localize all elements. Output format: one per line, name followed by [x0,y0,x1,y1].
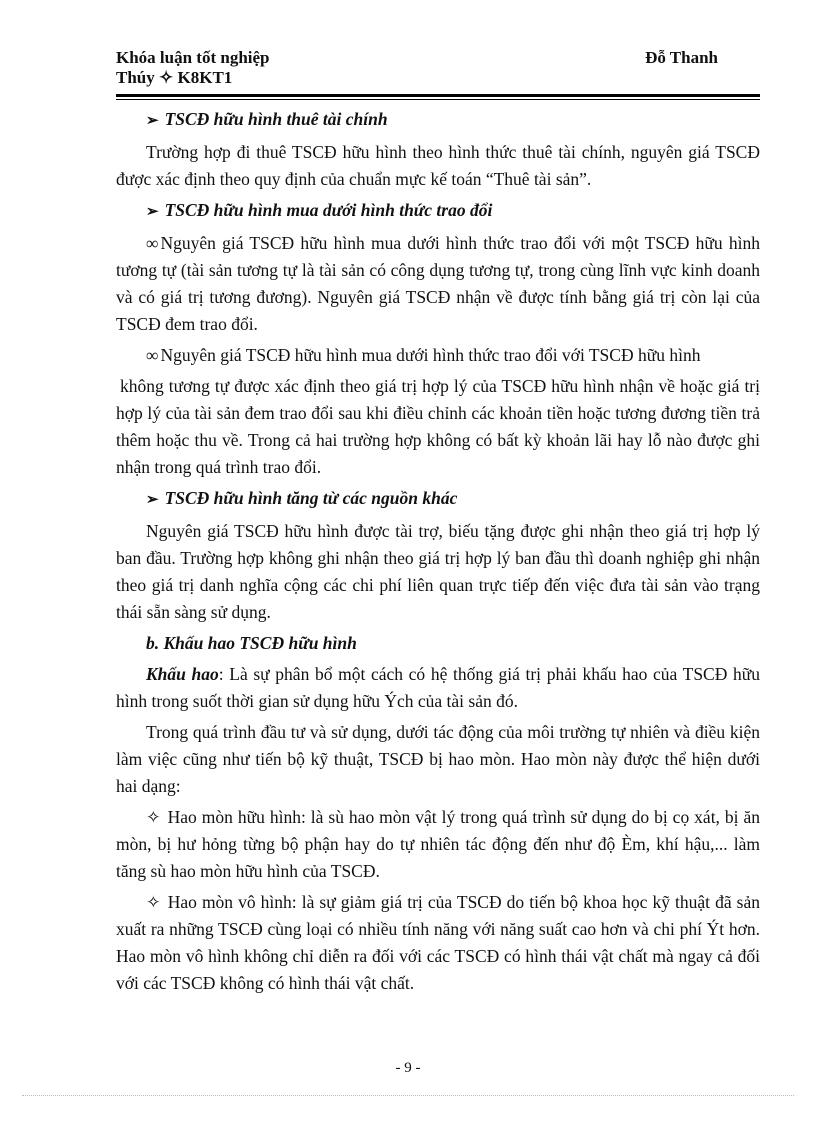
separator-icon: ✧ [159,68,174,87]
thesis-title: Khóa luận tốt nghiệp [116,48,270,67]
paragraph: Trường hợp đi thuê TSCĐ hữu hình theo hình thức thuê tài chính, nguyên giá TSCĐ được xác định theo quy định của chuẩn mực kế toán “Thuê tài sản”. [116,142,760,189]
paragraph: ∞ Nguyên giá TSCĐ hữu hình mua dưới hình thức trao đổi với một TSCĐ hữu hình tương tự (tài sản tương tự là tài sản có công dụng tương tự, trong cùng lĩnh vực kinh doanh và có giá trị tương đương). Nguyên giá TSCĐ nhận về được tính bằng giá trị còn lại của TSCĐ đem trao đổi. [116,233,760,334]
arrow-bullet-icon: ➢ [146,113,159,129]
diamond-bullet-icon: ✧ [146,807,161,827]
document-body [116,106,760,1001]
header-rule-thin [116,99,760,100]
author-name-line2: Thúy [116,68,155,87]
paragraph: không tương tự được xác định theo giá trị hợp lý của TSCĐ hữu hình nhận về hoặc giá trị hợp lý của tài sản đem trao đổi sau khi điều chỉnh các khoản tiền hoặc tương đương tiền trả thêm hoặc thu về. Trong cả hai trường hợp không có bất kỳ khoản lãi hay lỗ nào được ghi nhận trong quá trình trao đổi. [116,376,760,477]
class-code: K8KT1 [177,68,233,87]
list-item: ✧ Hao mòn vô hình: là sự giảm giá trị của TSCĐ do tiến bộ khoa học kỹ thuật đã sản xuất ra những TSCĐ cùng loại có nhiều tính năng với năng suất cao hơn và chi phí Ýt hơn. Hao mòn vô hình không chỉ diễn ra đối với các TSCĐ có hình thái vật chất mà ngay cả đối với các TSCĐ không có hình thái vật chất. [116,892,760,993]
diamond-bullet-icon: ✧ [146,892,161,912]
paragraph: Nguyên giá TSCĐ hữu hình được tài trợ, biếu tặng được ghi nhận theo giá trị hợp lý ban đầu. Trường hợp không ghi nhận theo giá trị hợp lý ban đầu thì doanh nghiệp ghi nhận theo giá trị danh nghĩa cộng các chi phí liên quan trực tiếp đến việc đưa tài sản vào trạng thái sẵn sàng sử dụng. [116,521,760,622]
paragraph: ∞ Nguyên giá TSCĐ hữu hình mua dưới hình thức trao đổi với TSCĐ hữu hình [146,345,701,365]
page-bottom-divider [22,1095,794,1096]
list-item: ✧ Hao mòn hữu hình: là sù hao mòn vật lý trong quá trình sử dụng do bị cọ xát, bị ăn mòn, bị hư hỏng từng bộ phận hay do tự nhiên tác động đến như độ Èm, khí hậu,... làm tăng sù hao mòn hữu hình của TSCĐ. [116,807,761,881]
section-heading-exchange: ➢ TSCĐ hữu hình mua dưới hình thức trao đổi [146,200,493,220]
paragraph: Trong quá trình đầu tư và sử dụng, dưới tác động của môi trường tự nhiên và điều kiện làm việc cũng như tiến bộ kỹ thuật, TSCĐ bị hao mòn. Hao mòn này được thể hiện dưới hai dạng: [116,722,760,796]
infinity-bullet-icon: ∞ [146,345,159,365]
section-heading-depreciation: b. Khấu hao TSCĐ hữu hình [146,633,357,653]
arrow-bullet-icon: ➢ [146,492,159,508]
infinity-bullet-icon: ∞ [146,233,159,253]
arrow-bullet-icon: ➢ [146,204,159,220]
paragraph: Khấu hao: Là sự phân bổ một cách có hệ thống giá trị phải khấu hao của TSCĐ hữu hình trong suốt thời gian sử dụng hữu Ých của tài sản đó. [116,664,760,711]
page-number: - 9 - [395,1060,421,1076]
section-heading-other-sources: ➢ TSCĐ hữu hình tăng từ các nguồn khác [146,488,458,508]
page-header [116,48,760,88]
term-depreciation: Khấu hao [146,664,219,684]
section-heading-finance-lease: ➢ TSCĐ hữu hình thuê tài chính [146,109,388,129]
author-name: Đỗ Thanh [645,48,718,67]
header-rule-thick [116,94,760,97]
